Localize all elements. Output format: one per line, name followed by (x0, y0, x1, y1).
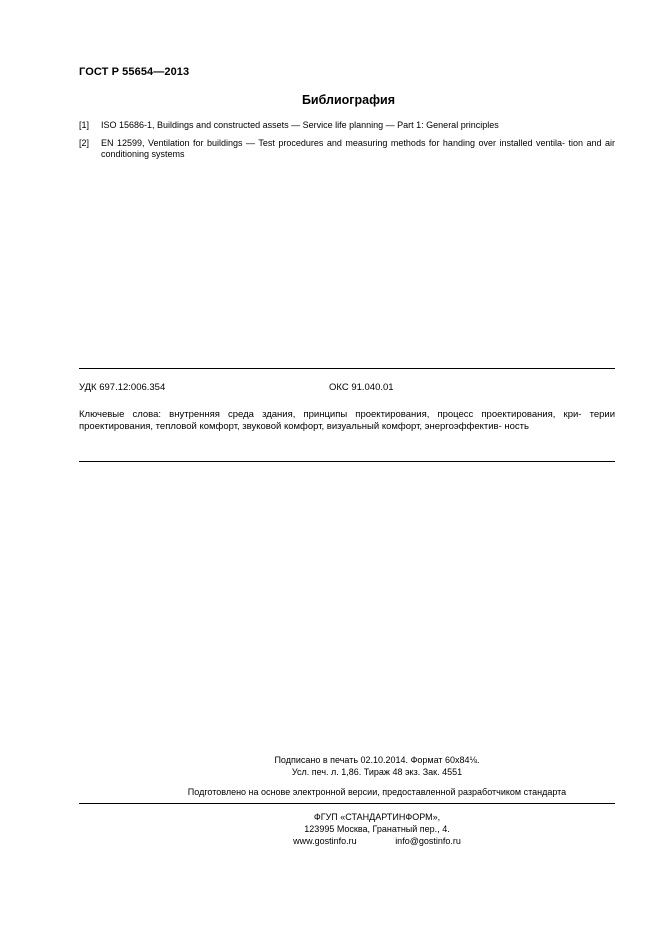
publisher-website-link[interactable]: www.gostinfo.ru (293, 836, 357, 846)
classification-top-rule (79, 368, 615, 369)
bibliography-title: Библиография (301, 93, 395, 107)
bibliography-item-number: [2] (79, 138, 90, 148)
publisher-name: ФГУП «СТАНДАРТИНФОРМ», (313, 812, 441, 822)
bibliography-item-text: ISO 15686-1, Buildings and constructed assets — Service life planning — Part 1: General principles (101, 120, 499, 130)
publisher-email-link[interactable]: info@gostinfo.ru (395, 836, 461, 846)
imprint-signed: Подписано в печать 02.10.2014. Формат 60x84⅛. (274, 755, 480, 765)
publisher-contacts (79, 836, 615, 847)
publisher-address: 123995 Москва, Гранатный пер., 4. (304, 824, 450, 834)
keywords-text: внутренняя среда здания, принципы проектирования, процесс проектирования, кри- терии проектирования, тепловой комфорт, звуковой комфорт, визуальный комфорт, энергоэффектив- ность (79, 409, 615, 432)
bibliography-item (79, 138, 615, 160)
oks-code: ОКС 91.040.01 (329, 382, 394, 393)
keywords-block (79, 409, 615, 433)
bibliography-item-number: [1] (79, 120, 90, 130)
prepared-note: Подготовлено на основе электронной версии, предоставленной разработчиком стандарта (187, 787, 567, 797)
imprint-sheets: Усл. печ. л. 1,86. Тираж 48 экз. Зак. 4551 (291, 767, 463, 777)
standard-code: ГОСТ Р 55654—2013 (79, 66, 190, 78)
classification-bottom-rule (79, 461, 615, 462)
udk-code: УДК 697.12:006.354 (79, 382, 166, 393)
keywords-label: Ключевые слова: (79, 409, 162, 420)
bibliography-list (79, 120, 615, 167)
bibliography-item-text: EN 12599, Ventilation for buildings — Test procedures and measuring methods for handing over installed ventila- tion and air conditioning systems (101, 138, 615, 159)
bibliography-item (79, 120, 615, 131)
imprint-rule (79, 803, 615, 804)
